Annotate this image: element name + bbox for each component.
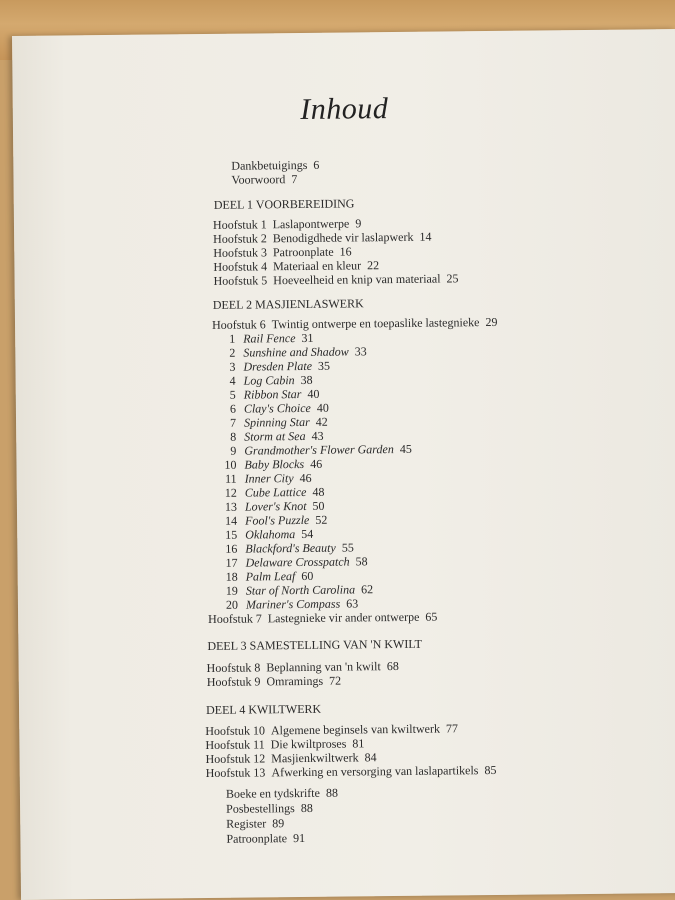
pattern-title: Ribbon Star xyxy=(243,386,302,402)
chapter-page: 85 xyxy=(484,762,497,778)
pattern-title: Rail Fence xyxy=(243,331,296,346)
chapter-label: Hoofstuk 6 xyxy=(211,317,266,332)
pattern-page: 62 xyxy=(360,582,374,597)
chapter-page: 72 xyxy=(329,673,342,688)
entry-page: 88 xyxy=(300,800,313,816)
chapter-entry xyxy=(206,763,497,781)
chapter-label: Hoofstuk 5 xyxy=(213,273,268,288)
toc-entry xyxy=(226,831,305,847)
pattern-number: 15 xyxy=(225,527,238,542)
pattern-number: 3 xyxy=(229,359,236,374)
pattern-page: 46 xyxy=(299,470,312,486)
pattern-page: 54 xyxy=(301,526,314,541)
pattern-number: 13 xyxy=(224,499,238,514)
chapter-page: 68 xyxy=(386,658,399,674)
chapter-entry xyxy=(212,315,498,333)
chapter-label: Hoofstuk 1 xyxy=(212,217,267,232)
pattern-title: Inner City xyxy=(244,471,294,486)
chapter-entry xyxy=(208,610,437,627)
entry-text: Voorwoord xyxy=(231,172,286,187)
toc-entry xyxy=(226,786,338,802)
pattern-number: 19 xyxy=(225,583,238,598)
pattern-page: 55 xyxy=(341,540,354,555)
entry-text: Dankbetuigings xyxy=(231,157,308,173)
chapter-title: Twintig ontwerpe en toepaslike lastegnieke xyxy=(271,315,480,332)
pattern-page: 35 xyxy=(317,358,331,373)
pattern-page: 63 xyxy=(346,596,359,611)
pattern-title: Fool's Puzzle xyxy=(245,512,310,528)
chapter-entry xyxy=(214,271,459,289)
chapter-page: 16 xyxy=(339,244,352,259)
entry-text: Boeke en tydskrifte xyxy=(225,785,320,801)
pattern-page: 33 xyxy=(354,344,367,359)
pattern-title: Star of North Carolina xyxy=(245,582,356,598)
pattern-title: Clay's Choice xyxy=(243,400,311,416)
pattern-title: Delaware Crosspatch xyxy=(245,554,350,570)
entry-page: 88 xyxy=(325,785,338,800)
pattern-page: 40 xyxy=(307,386,320,401)
pattern-page: 60 xyxy=(301,568,314,583)
chapter-title: Afwerking en versorging van laslapartikels xyxy=(271,763,479,780)
chapter-label: Hoofstuk 9 xyxy=(206,674,261,689)
pattern-title: Sunshine and Shadow xyxy=(243,344,349,360)
pattern-number: 10 xyxy=(224,457,237,472)
chapter-page: 25 xyxy=(446,271,459,286)
pattern-page: 40 xyxy=(316,400,329,415)
pattern-title: Log Cabin xyxy=(243,373,295,388)
chapter-page: 9 xyxy=(355,216,362,231)
pattern-page: 46 xyxy=(310,456,323,471)
chapter-page: 77 xyxy=(445,721,458,736)
chapter-title: Beplanning van 'n kwilt xyxy=(266,659,381,675)
pattern-page: 58 xyxy=(355,554,368,569)
pattern-number: 4 xyxy=(229,373,236,388)
chapter-page: 65 xyxy=(425,609,438,624)
entry-text: Register xyxy=(226,816,267,831)
entry-page: 6 xyxy=(313,157,320,172)
chapter-page: 14 xyxy=(419,229,432,244)
pattern-number: 17 xyxy=(225,555,238,570)
pattern-page: 43 xyxy=(311,428,324,443)
pattern-page: 48 xyxy=(312,484,325,499)
chapter-page: 81 xyxy=(352,736,365,751)
pattern-number: 7 xyxy=(229,415,237,430)
pattern-page: 42 xyxy=(315,414,328,429)
toc-entry xyxy=(226,816,284,832)
pattern-number: 9 xyxy=(230,443,237,458)
entry-text: Posbestellings xyxy=(226,801,295,816)
chapter-label: Hoofstuk 8 xyxy=(206,660,261,675)
pattern-number: 14 xyxy=(225,513,238,528)
pattern-title: Baby Blocks xyxy=(244,456,305,472)
toc-entry xyxy=(226,801,313,817)
pattern-title: Spinning Star xyxy=(243,414,310,430)
chapter-entry xyxy=(207,674,341,690)
page-title: Inhoud xyxy=(300,92,389,126)
chapter-page: 84 xyxy=(364,750,377,765)
toc-entry xyxy=(231,172,297,188)
chapter-title: Hoeveelheid en knip van materiaal xyxy=(273,271,441,288)
pattern-number: 8 xyxy=(230,429,237,444)
pattern-title: Storm at Sea xyxy=(244,428,306,444)
chapter-label: Hoofstuk 3 xyxy=(213,245,268,260)
chapter-label: Hoofstuk 7 xyxy=(208,611,262,626)
chapter-label: Hoofstuk 11 xyxy=(205,737,265,753)
chapter-label: Hoofstuk 12 xyxy=(205,751,266,767)
section-heading: DEEL 4 KWILTWERK xyxy=(205,701,322,718)
pattern-page: 52 xyxy=(315,512,328,527)
section-heading: DEEL 1 VOORBEREIDING xyxy=(213,196,355,212)
section-heading: DEEL 2 MASJIENLASWERK xyxy=(212,296,364,312)
pattern-title: Cube Lattice xyxy=(244,484,307,500)
entry-page: 89 xyxy=(272,816,285,831)
chapter-title: Die kwiltproses xyxy=(270,736,347,752)
pattern-title: Lover's Knot xyxy=(244,498,307,514)
pattern-page: 38 xyxy=(300,372,313,387)
chapter-title: Omramings xyxy=(266,673,324,689)
chapter-title: Masjienkwiltwerk xyxy=(271,750,359,766)
pattern-title: Blackford's Beauty xyxy=(245,540,336,556)
chapter-label: Hoofstuk 13 xyxy=(205,765,266,781)
pattern-title: Oklahoma xyxy=(245,527,296,542)
pattern-page: 50 xyxy=(312,498,325,513)
pattern-number: 11 xyxy=(225,471,237,486)
chapter-label: Hoofstuk 4 xyxy=(213,259,268,274)
chapter-label: Hoofstuk 2 xyxy=(213,231,267,246)
pattern-number: 1 xyxy=(229,331,236,346)
chapter-page: 22 xyxy=(366,258,380,273)
pattern-number: 2 xyxy=(229,345,236,360)
pattern-number: 16 xyxy=(225,541,238,556)
entry-page: 91 xyxy=(292,830,306,846)
chapter-title: Lastegnieke vir ander ontwerpe xyxy=(267,609,420,626)
chapter-page: 29 xyxy=(485,314,498,330)
pattern-number: 6 xyxy=(229,401,236,416)
chapter-label: Hoofstuk 10 xyxy=(205,723,266,739)
pattern-number: 18 xyxy=(225,569,238,584)
pattern-page: 31 xyxy=(301,330,314,345)
pattern-title: Grandmother's Flower Garden xyxy=(244,442,394,458)
pattern-title: Dresden Plate xyxy=(243,358,313,374)
entry-text: Patroonplate xyxy=(226,831,288,846)
book-page xyxy=(12,29,675,900)
pattern-number: 5 xyxy=(229,387,236,402)
chapter-title: Materiaal en kleur xyxy=(273,258,362,274)
pattern-title: Palm Leaf xyxy=(245,569,296,584)
pattern-number: 12 xyxy=(224,485,237,500)
chapter-title: Patroonplate xyxy=(272,244,334,260)
entry-page: 7 xyxy=(291,172,298,187)
pattern-page: 45 xyxy=(399,441,412,456)
section-heading: DEEL 3 SAMESTELLING VAN 'N KWILT xyxy=(207,636,422,653)
chapter-title: Benodigdhede vir laslapwerk xyxy=(272,229,414,246)
chapter-title: Algemene beginsels van kwiltwerk xyxy=(270,721,440,738)
chapter-title: Laslapontwerpe xyxy=(272,216,350,232)
pattern-number: 20 xyxy=(225,597,239,612)
pattern-title: Mariner's Compass xyxy=(245,596,341,612)
